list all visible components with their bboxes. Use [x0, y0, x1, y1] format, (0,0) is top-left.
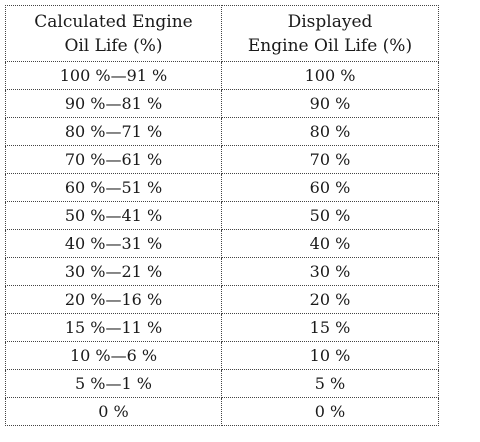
header-displayed-oil-life: [222, 6, 439, 62]
table-row: [6, 62, 439, 90]
displayed-cell: 15 %: [222, 314, 439, 342]
calculated-cell: 10 %—6 %: [6, 342, 222, 370]
table-row: [6, 146, 439, 174]
table-row: [6, 174, 439, 202]
calculated-cell: 90 %—81 %: [6, 90, 222, 118]
calculated-cell: 40 %—31 %: [6, 230, 222, 258]
table-row: [6, 90, 439, 118]
header-line: Calculated Engine: [34, 11, 193, 32]
oil-life-table: [5, 5, 439, 426]
table-row: [6, 314, 439, 342]
displayed-cell: 30 %: [222, 258, 439, 286]
table-row: [6, 370, 439, 398]
displayed-cell: 10 %: [222, 342, 439, 370]
calculated-cell: 50 %—41 %: [6, 202, 222, 230]
displayed-cell: 40 %: [222, 230, 439, 258]
header-calculated-oil-life: [6, 6, 222, 62]
displayed-cell: 60 %: [222, 174, 439, 202]
displayed-cell: 100 %: [222, 62, 439, 90]
displayed-cell: 50 %: [222, 202, 439, 230]
calculated-cell: 100 %—91 %: [6, 62, 222, 90]
calculated-cell: 0 %: [6, 398, 222, 426]
calculated-cell: 30 %—21 %: [6, 258, 222, 286]
calculated-cell: 70 %—61 %: [6, 146, 222, 174]
table-body: [6, 62, 439, 426]
displayed-cell: 20 %: [222, 286, 439, 314]
header-line: Engine Oil Life (%): [247, 35, 413, 56]
displayed-cell: 5 %: [222, 370, 439, 398]
calculated-cell: 5 %—1 %: [6, 370, 222, 398]
displayed-cell: 70 %: [222, 146, 439, 174]
calculated-cell: 20 %—16 %: [6, 286, 222, 314]
table-row: [6, 342, 439, 370]
displayed-cell: 80 %: [222, 118, 439, 146]
header-line: Oil Life (%): [64, 35, 163, 56]
table-row: [6, 286, 439, 314]
displayed-cell: 90 %: [222, 90, 439, 118]
calculated-cell: 15 %—11 %: [6, 314, 222, 342]
table-row: [6, 202, 439, 230]
table-row: [6, 398, 439, 426]
header-line: Displayed: [287, 11, 373, 32]
table-row: [6, 230, 439, 258]
table-row: [6, 258, 439, 286]
calculated-cell: 80 %—71 %: [6, 118, 222, 146]
table-header-row: [6, 6, 439, 62]
table-row: [6, 118, 439, 146]
calculated-cell: 60 %—51 %: [6, 174, 222, 202]
displayed-cell: 0 %: [222, 398, 439, 426]
